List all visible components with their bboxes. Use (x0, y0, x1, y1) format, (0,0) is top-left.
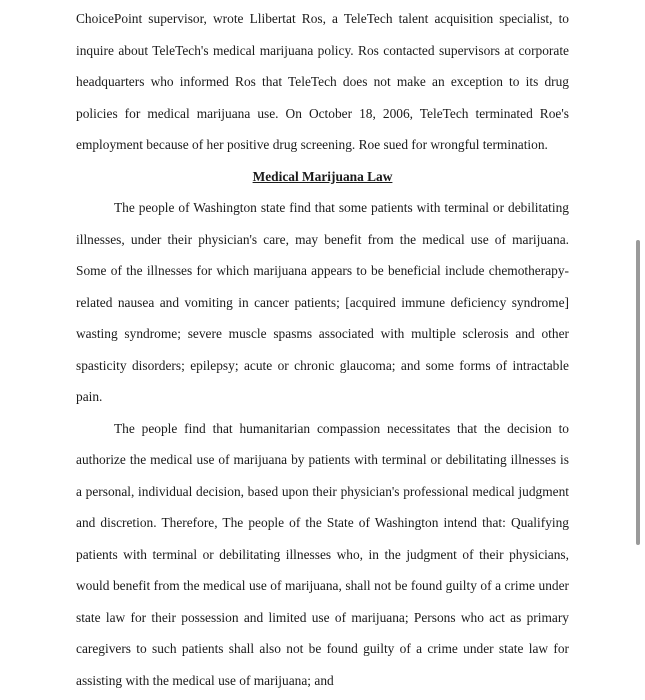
intro-paragraph: ChoicePoint supervisor, wrote Llibertat Ros, a TeleTech talent acquisition specialist, to inquire about TeleTech's medical marijuana policy. Ros contacted supervisors at corporate headquarters who informed Ros that TeleTech does not make an exception to its drug policies for medical marijuana use. On October 18, 2006, TeleTech terminated Roe's employment because of her positive drug screening. Roe sued for wrongful termination. (76, 11, 569, 152)
document-page (76, 3, 569, 696)
vertical-scrollbar[interactable] (636, 240, 640, 545)
paragraph-compassion: The people find that humanitarian compassion necessitates that the decision to authorize the medical use of marijuana by patients with terminal or debilitating illnesses is a personal, individual decision, based upon their physician's professional medical judgment and discretion. Therefore, The people of the State of Washington intend that: Qualifying patients with terminal or debilitating illnesses who, in the judgment of their physicians, would benefit from the medical use of marijuana, shall not be found guilty of a crime under state law for their possession and limited use of marijuana; Persons who act as primary caregivers to such patients shall also not be found guilty of a crime under state law for assisting with the medical use of marijuana; and (76, 420, 569, 688)
paragraph-illnesses: The people of Washington state find that some patients with terminal or debilitating illnesses, under their physician's care, may benefit from the medical use of marijuana. Some of the illnesses for which marijuana appears to be beneficial include chemotherapy-related nausea and vomiting in cancer patients; [acquired immune deficiency syndrome] wasting syndrome; severe muscle spasms associated with multiple sclerosis and other spasticity disorders; epilepsy; acute or chronic glaucoma; and some forms of intractable pain. (76, 200, 569, 404)
section-heading: Medical Marijuana Law (252, 168, 393, 184)
